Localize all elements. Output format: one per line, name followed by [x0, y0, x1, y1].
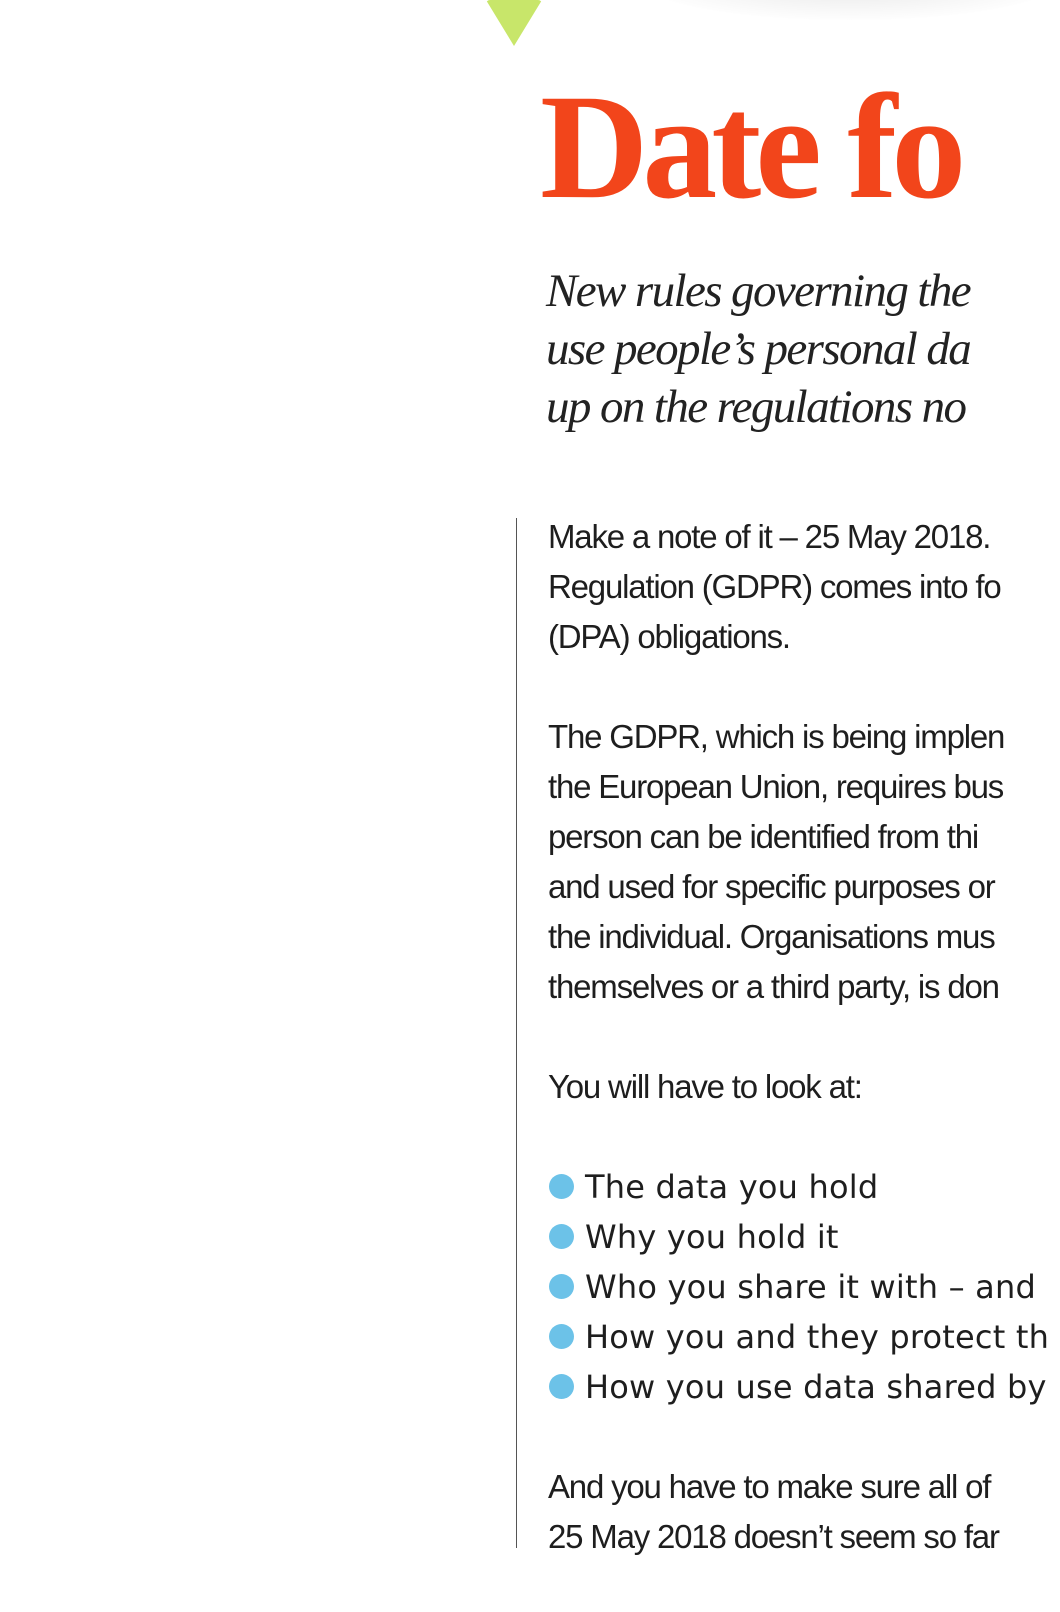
body-line: (DPA) obligations.: [548, 618, 790, 655]
list-item: [548, 1312, 1049, 1362]
article-body: [548, 512, 1049, 1612]
closing-paragraph: [548, 1462, 1049, 1562]
body-line: And you have to make sure all of: [548, 1468, 991, 1505]
bullet-dot-icon: [549, 1324, 574, 1349]
article-standfirst: [546, 262, 970, 436]
body-line: Make a note of it – 25 May 2018.: [548, 518, 991, 555]
paragraph-2: [548, 712, 1049, 1012]
standfirst-line: up on the regulations no: [546, 381, 966, 433]
bullet-dot-icon: [549, 1374, 574, 1399]
standfirst-line: use people’s personal da: [546, 323, 971, 375]
bullet-dot-icon: [549, 1174, 574, 1199]
vertical-rule: [516, 518, 517, 1548]
list-item-text: The data you hold: [585, 1168, 879, 1206]
body-line: the European Union, requires bus: [548, 768, 1004, 805]
body-line: 25 May 2018 doesn’t seem so far: [548, 1518, 999, 1555]
bullet-list: [548, 1162, 1049, 1412]
list-item: [548, 1262, 1049, 1312]
list-item-text: How you use data shared by: [585, 1368, 1047, 1406]
list-item-text: Who you share it with – and: [585, 1268, 1036, 1306]
body-line: The GDPR, which is being implen: [548, 718, 1005, 755]
body-line: the individual. Organisations mus: [548, 918, 995, 955]
list-item-text: Why you hold it: [585, 1218, 839, 1256]
bullet-dot-icon: [549, 1224, 574, 1249]
body-line: and used for specific purposes or: [548, 868, 995, 905]
paragraph-1: [548, 512, 1049, 662]
green-triangle-decoration: [486, 0, 542, 46]
body-line: person can be identified from thi: [548, 818, 979, 855]
list-intro: You will have to look at:: [548, 1068, 862, 1105]
standfirst-line: New rules governing the: [546, 265, 970, 317]
list-item: [548, 1162, 1049, 1212]
article-title: Date fo: [540, 64, 961, 230]
list-item: [548, 1212, 1049, 1262]
list-item: [548, 1362, 1049, 1412]
decorative-shadow: [640, 0, 1060, 20]
body-line: Regulation (GDPR) comes into fo: [548, 568, 1001, 605]
body-line: themselves or a third party, is don: [548, 968, 999, 1005]
bullet-dot-icon: [549, 1274, 574, 1299]
list-item-text: How you and they protect th: [585, 1318, 1050, 1356]
